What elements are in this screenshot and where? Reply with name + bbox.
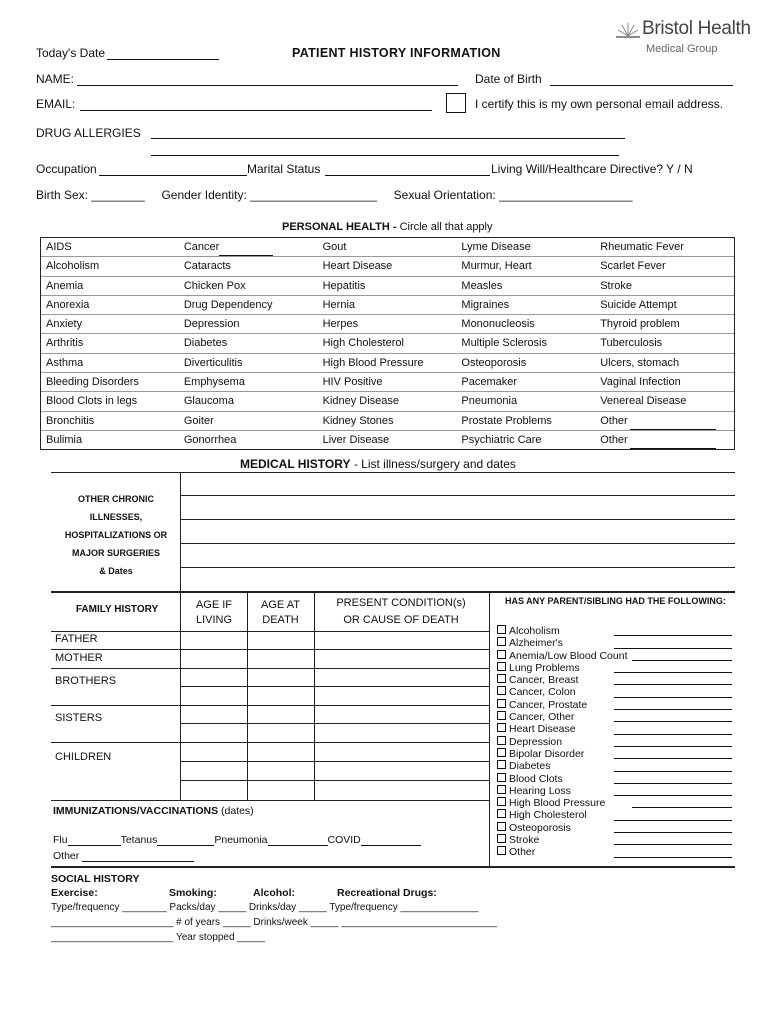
personal-health-condition[interactable] xyxy=(318,238,457,256)
parent-sibling-item xyxy=(497,711,737,723)
condition-label: Diverticulitis xyxy=(183,356,243,369)
cancer-type-field[interactable] xyxy=(219,243,273,256)
checkbox-icon[interactable] xyxy=(497,625,506,634)
condition-label: Anemia xyxy=(46,279,84,292)
other-condition-field[interactable] xyxy=(630,417,716,430)
medical-history-title: MEDICAL HISTORY xyxy=(240,457,351,471)
personal-health-condition[interactable] xyxy=(179,392,318,410)
personal-health-condition[interactable] xyxy=(318,315,457,333)
condition-label: Gout xyxy=(322,241,347,253)
parent-sibling-item xyxy=(497,822,737,834)
social-history-line-3[interactable]: ______________________ Year stopped _____ xyxy=(51,932,266,943)
condition-label: Murmur, Heart xyxy=(461,260,532,273)
certify-label: I certify this is my own personal email address. xyxy=(475,97,724,111)
family-member-mother: MOTHER xyxy=(55,652,103,664)
alcohol-label: Alcohol: xyxy=(253,887,295,899)
condition-label: Anxiety xyxy=(46,318,83,331)
parent-sibling-field[interactable] xyxy=(614,832,732,833)
condition-label: Blood Clots in legs xyxy=(46,395,138,408)
parent-sibling-item xyxy=(497,625,737,637)
condition-label: Asthma xyxy=(46,356,84,369)
logo-sub: Medical Group xyxy=(646,43,718,55)
immunizations-row xyxy=(53,834,421,846)
name-label: NAME: xyxy=(36,72,75,86)
personal-health-condition[interactable] xyxy=(41,277,179,295)
personal-health-row xyxy=(41,257,734,276)
medical-history-line[interactable] xyxy=(180,567,735,568)
parent-sibling-label: Other xyxy=(509,846,536,859)
condition-label: Pacemaker xyxy=(461,376,518,389)
tetanus-label: Tetanus xyxy=(120,834,158,846)
checkbox-icon[interactable] xyxy=(497,711,506,720)
personal-health-condition[interactable] xyxy=(595,392,734,410)
personal-health-condition[interactable] xyxy=(179,315,318,333)
checkbox-icon[interactable] xyxy=(497,686,506,695)
personal-health-title: PERSONAL HEALTH - xyxy=(282,221,397,233)
checkbox-icon[interactable] xyxy=(497,662,506,671)
living-will-label: Living Will/Healthcare Directive? Y / N xyxy=(491,162,693,176)
covid-field[interactable] xyxy=(361,845,421,846)
parent-sibling-field[interactable] xyxy=(614,758,732,759)
medical-history-line[interactable] xyxy=(180,519,735,520)
other-vaccine-label: Other xyxy=(53,850,80,862)
personal-health-row xyxy=(41,412,734,431)
marital-status-label: Marital Status xyxy=(247,162,321,176)
parent-sibling-field[interactable] xyxy=(614,783,732,784)
parent-sibling-label: Heart Disease xyxy=(509,723,576,736)
parent-sibling-field[interactable] xyxy=(614,697,732,698)
parent-sibling-field[interactable] xyxy=(614,734,732,735)
condition-label: Thyroid problem xyxy=(600,318,680,331)
occupation-label: Occupation xyxy=(36,162,97,176)
parent-sibling-field[interactable] xyxy=(614,648,732,649)
social-history-line-1[interactable]: Type/frequency ________ Packs/day _____ Drinks/day _____ Type/frequency ______________ xyxy=(51,902,479,913)
condition-label: Vaginal Infection xyxy=(600,376,681,389)
dob-label: Date of Birth xyxy=(475,72,542,86)
condition-label: Glaucoma xyxy=(183,395,234,408)
condition-label: Lyme Disease xyxy=(461,241,531,253)
personal-health-table xyxy=(40,237,735,450)
personal-health-condition[interactable] xyxy=(179,238,318,256)
parent-sibling-item xyxy=(497,834,737,846)
personal-health-condition[interactable] xyxy=(595,238,734,256)
condition-label: Prostate Problems xyxy=(461,414,552,427)
personal-health-condition[interactable] xyxy=(595,296,734,314)
condition-label: Cancer xyxy=(183,241,220,253)
condition-label: Gonorrhea xyxy=(183,433,237,446)
condition-label: Drug Dependency xyxy=(183,298,273,311)
flu-label: Flu xyxy=(53,834,68,846)
personal-health-condition[interactable] xyxy=(318,257,457,275)
condition-label: Emphysema xyxy=(183,376,245,389)
personal-health-condition[interactable] xyxy=(595,277,734,295)
medical-history-line[interactable] xyxy=(180,495,735,496)
parent-sibling-field[interactable] xyxy=(614,684,732,685)
parent-sibling-item xyxy=(497,736,737,748)
medical-history-line[interactable] xyxy=(180,543,735,544)
email-label: EMAIL: xyxy=(36,97,76,111)
condition-label: Hernia xyxy=(322,298,356,311)
medical-history-heading xyxy=(240,457,516,471)
personal-health-condition[interactable] xyxy=(318,277,457,295)
condition-label: Cataracts xyxy=(183,260,231,273)
pneumonia-field[interactable] xyxy=(268,845,328,846)
name-field[interactable] xyxy=(77,85,458,86)
sexual-orientation-field[interactable]: ____________________ xyxy=(499,188,633,202)
personal-health-condition[interactable] xyxy=(318,354,457,372)
personal-health-heading xyxy=(282,221,493,233)
family-member-father: FATHER xyxy=(55,633,98,645)
condition-label: Alcoholism xyxy=(46,260,100,273)
demographics-row xyxy=(36,188,633,202)
parent-sibling-label: Depression xyxy=(509,735,563,748)
parent-sibling-item xyxy=(497,699,737,711)
condition-label: Tuberculosis xyxy=(600,337,663,350)
personal-health-condition[interactable] xyxy=(595,315,734,333)
condition-label: Heart Disease xyxy=(322,260,393,273)
personal-health-condition[interactable] xyxy=(41,315,179,333)
smoking-label: Smoking: xyxy=(169,887,217,899)
condition-label: Suicide Attempt xyxy=(600,298,677,311)
personal-health-condition[interactable] xyxy=(179,257,318,275)
medical-history-side-label: OTHER CHRONIC ILLNESSES, HOSPITALIZATIONS OR MAJOR SURGERIES & Dates xyxy=(64,494,168,576)
parent-sibling-label: High Blood Pressure xyxy=(509,797,606,810)
condition-label: Stroke xyxy=(600,279,632,292)
gender-identity-label: Gender Identity: xyxy=(161,188,247,202)
flu-field[interactable] xyxy=(68,845,121,846)
parent-sibling-field[interactable] xyxy=(614,672,732,673)
parent-sibling-label: Anemia/Low Blood Count xyxy=(509,649,628,662)
personal-health-condition[interactable] xyxy=(41,354,179,372)
personal-health-condition[interactable] xyxy=(456,392,595,410)
col-age-living: AGE IF LIVING xyxy=(195,599,233,626)
parent-sibling-label: Cancer, Prostate xyxy=(509,698,588,711)
checkbox-icon[interactable] xyxy=(497,637,506,646)
family-member-brothers: BROTHERS xyxy=(55,675,117,687)
parent-sibling-label: Cancer, Other xyxy=(509,711,575,724)
condition-label: Mononucleosis xyxy=(461,318,535,331)
personal-health-condition[interactable] xyxy=(595,354,734,372)
personal-health-condition[interactable] xyxy=(456,277,595,295)
marital-status-field[interactable] xyxy=(325,175,490,176)
condition-label: Kidney Disease xyxy=(322,395,400,408)
condition-label: Multiple Sclerosis xyxy=(461,337,547,350)
parent-sibling-item xyxy=(497,760,737,772)
personal-health-row xyxy=(41,392,734,411)
parent-sibling-field[interactable] xyxy=(614,771,732,772)
checkbox-icon[interactable] xyxy=(497,736,506,745)
personal-health-row xyxy=(41,315,734,334)
birth-sex-label: Birth Sex: xyxy=(36,188,89,202)
condition-label: Bronchitis xyxy=(46,414,95,427)
condition-label: Liver Disease xyxy=(322,433,390,446)
personal-health-row xyxy=(41,373,734,392)
covid-label: COVID xyxy=(327,834,361,846)
parent-sibling-item xyxy=(497,748,737,760)
immunizations-heading xyxy=(53,805,254,817)
certify-checkbox[interactable] xyxy=(446,93,466,113)
parent-sibling-label: Alzheimer's xyxy=(509,637,563,650)
parent-sibling-field[interactable] xyxy=(614,709,732,710)
condition-label: Chicken Pox xyxy=(183,279,246,292)
condition-label: Hepatitis xyxy=(322,279,366,292)
personal-health-condition[interactable] xyxy=(41,392,179,410)
personal-health-condition[interactable] xyxy=(41,257,179,275)
parent-sibling-field[interactable] xyxy=(632,807,732,808)
parent-sibling-item xyxy=(497,723,737,735)
personal-health-condition[interactable] xyxy=(456,296,595,314)
personal-health-row xyxy=(41,431,734,449)
checkbox-icon[interactable] xyxy=(497,650,506,659)
checkbox-icon[interactable] xyxy=(497,748,506,757)
exercise-label: Exercise: xyxy=(51,887,98,899)
personal-health-condition[interactable] xyxy=(179,334,318,352)
condition-label: Venereal Disease xyxy=(600,395,687,408)
occupation-field[interactable] xyxy=(99,175,247,176)
parent-sibling-item xyxy=(497,662,737,674)
parent-sibling-label: Bipolar Disorder xyxy=(509,747,585,760)
other-vaccine-field[interactable] xyxy=(82,861,194,862)
parent-sibling-label: Cancer, Breast xyxy=(509,674,579,687)
condition-label: Anorexia xyxy=(46,298,90,311)
personal-health-condition[interactable] xyxy=(318,334,457,352)
parent-sibling-item xyxy=(497,785,737,797)
personal-health-condition[interactable] xyxy=(595,431,734,449)
personal-health-condition[interactable] xyxy=(456,373,595,391)
personal-health-condition[interactable] xyxy=(41,238,179,256)
condition-label: Pneumonia xyxy=(461,395,518,408)
parent-sibling-label: Diabetes xyxy=(509,760,551,773)
family-member-children: CHILDREN xyxy=(55,751,112,763)
checkbox-icon[interactable] xyxy=(497,809,506,818)
parent-sibling-label: Stroke xyxy=(509,834,540,847)
email-field[interactable] xyxy=(80,110,432,111)
condition-label: High Blood Pressure xyxy=(322,356,424,369)
parent-sibling-field[interactable] xyxy=(614,635,732,636)
parent-sibling-item xyxy=(497,773,737,785)
parent-sibling-item xyxy=(497,674,737,686)
personal-health-condition[interactable] xyxy=(41,334,179,352)
personal-health-condition[interactable] xyxy=(318,431,457,449)
condition-label: Herpes xyxy=(322,318,359,331)
personal-health-condition[interactable] xyxy=(456,431,595,449)
parent-sibling-item xyxy=(497,809,737,821)
condition-label: Ulcers, stomach xyxy=(600,356,680,369)
drug-allergies-label: DRUG ALLERGIES xyxy=(36,126,141,140)
personal-health-condition[interactable] xyxy=(595,373,734,391)
checkbox-icon[interactable] xyxy=(497,797,506,806)
condition-label: Kidney Stones xyxy=(322,414,394,427)
condition-label: Osteoporosis xyxy=(461,356,527,369)
page-title: PATIENT HISTORY INFORMATION xyxy=(292,46,501,60)
condition-label: Other xyxy=(600,414,628,427)
personal-health-condition[interactable] xyxy=(318,392,457,410)
parent-sibling-label: Osteoporosis xyxy=(509,821,571,834)
personal-health-row xyxy=(41,354,734,373)
family-history-title: FAMILY HISTORY xyxy=(75,604,159,615)
personal-health-condition[interactable] xyxy=(456,334,595,352)
checkbox-icon[interactable] xyxy=(497,723,506,732)
immunizations-dates: (dates) xyxy=(221,805,254,817)
checkbox-icon[interactable] xyxy=(497,822,506,831)
personal-health-row xyxy=(41,334,734,353)
social-history-line-2[interactable]: ______________________ # of years _____ Drinks/week _____ ____________________________ xyxy=(51,917,497,928)
checkbox-icon[interactable] xyxy=(497,846,506,855)
parent-sibling-field[interactable] xyxy=(614,820,732,821)
parent-sibling-label: Alcoholism xyxy=(509,625,560,637)
col-age-death: AGE AT DEATH xyxy=(261,599,300,626)
personal-health-condition[interactable] xyxy=(179,412,318,430)
sexual-orientation-label: Sexual Orientation: xyxy=(393,188,496,202)
todays-date-field[interactable] xyxy=(107,59,219,60)
checkbox-icon[interactable] xyxy=(497,760,506,769)
parent-sibling-field[interactable] xyxy=(614,857,732,858)
parent-sibling-field[interactable] xyxy=(614,795,732,796)
checkbox-icon[interactable] xyxy=(497,785,506,794)
checkbox-icon[interactable] xyxy=(497,699,506,708)
drug-allergies-field-2[interactable] xyxy=(151,155,619,156)
personal-health-condition[interactable] xyxy=(179,277,318,295)
personal-health-condition[interactable] xyxy=(318,373,457,391)
parent-sibling-label: Lung Problems xyxy=(509,661,580,674)
condition-label: Diabetes xyxy=(183,337,228,350)
condition-label: Scarlet Fever xyxy=(600,260,666,273)
checkbox-icon[interactable] xyxy=(497,674,506,683)
parent-sibling-label: Blood Clots xyxy=(509,772,563,785)
personal-health-condition[interactable] xyxy=(41,296,179,314)
logo-name: Bristol Health xyxy=(642,18,751,39)
parent-sibling-item xyxy=(497,650,737,662)
parent-sibling-title: HAS ANY PARENT/SIBLING HAD THE FOLLOWING: xyxy=(505,596,726,606)
parent-sibling-item xyxy=(497,686,737,698)
recreational-drugs-label: Recreational Drugs: xyxy=(337,887,437,899)
social-history-title: SOCIAL HISTORY xyxy=(51,873,140,885)
personal-health-condition[interactable] xyxy=(179,354,318,372)
parent-sibling-field[interactable] xyxy=(614,721,732,722)
personal-health-row xyxy=(41,277,734,296)
condition-label: Other xyxy=(600,433,628,446)
parent-sibling-item xyxy=(497,846,737,858)
dob-field[interactable] xyxy=(550,85,733,86)
condition-label: Bleeding Disorders xyxy=(46,376,139,389)
condition-label: Measles xyxy=(461,279,503,292)
personal-health-condition[interactable] xyxy=(41,412,179,430)
immunizations-title: IMMUNIZATIONS/VACCINATIONS xyxy=(53,805,219,817)
personal-health-condition[interactable] xyxy=(318,296,457,314)
condition-label: Bulimia xyxy=(46,433,83,446)
personal-health-row xyxy=(41,296,734,315)
parent-sibling-label: Hearing Loss xyxy=(509,784,571,797)
personal-health-condition[interactable] xyxy=(179,431,318,449)
condition-label: Goiter xyxy=(183,414,214,427)
condition-label: Psychiatric Care xyxy=(461,433,542,446)
personal-health-condition[interactable] xyxy=(456,315,595,333)
condition-label: Arthritis xyxy=(46,337,84,350)
personal-health-condition[interactable] xyxy=(318,412,457,430)
logo xyxy=(616,18,756,60)
parent-sibling-list xyxy=(497,625,737,859)
parent-sibling-label: High Cholesterol xyxy=(509,809,587,822)
parent-sibling-field[interactable] xyxy=(614,746,732,747)
personal-health-condition[interactable] xyxy=(179,373,318,391)
immunizations-other-row xyxy=(53,850,194,862)
birth-sex-field[interactable]: ________ xyxy=(91,188,145,202)
parent-sibling-item xyxy=(497,637,737,649)
personal-health-condition[interactable] xyxy=(456,257,595,275)
parent-sibling-item xyxy=(497,797,737,809)
condition-label: Depression xyxy=(183,318,240,331)
personal-health-condition[interactable] xyxy=(456,238,595,256)
pneumonia-label: Pneumonia xyxy=(214,834,268,846)
condition-label: High Cholesterol xyxy=(322,337,404,350)
personal-health-condition[interactable] xyxy=(456,412,595,430)
personal-health-condition[interactable] xyxy=(595,412,734,430)
personal-health-condition[interactable] xyxy=(595,334,734,352)
condition-label: AIDS xyxy=(46,241,72,253)
condition-label: HIV Positive xyxy=(322,376,383,389)
gender-identity-field[interactable]: ___________________ xyxy=(250,188,377,202)
personal-health-row xyxy=(41,238,734,257)
personal-health-condition[interactable] xyxy=(595,257,734,275)
checkbox-icon[interactable] xyxy=(497,773,506,782)
sunrise-logo-icon xyxy=(616,20,640,38)
personal-health-condition[interactable] xyxy=(41,431,179,449)
parent-sibling-field[interactable] xyxy=(632,660,732,661)
other-condition-field[interactable] xyxy=(630,436,716,449)
personal-health-subtitle: Circle all that apply xyxy=(399,221,493,233)
tetanus-field[interactable] xyxy=(157,845,214,846)
personal-health-condition[interactable] xyxy=(41,373,179,391)
drug-allergies-field[interactable] xyxy=(151,138,625,139)
personal-health-condition[interactable] xyxy=(456,354,595,372)
condition-label: Rheumatic Fever xyxy=(600,241,684,253)
parent-sibling-label: Cancer, Colon xyxy=(509,686,576,699)
personal-health-condition[interactable] xyxy=(179,296,318,314)
todays-date-label: Today's Date xyxy=(36,46,105,60)
condition-label: Migraines xyxy=(461,298,510,311)
checkbox-icon[interactable] xyxy=(497,834,506,843)
parent-sibling-field[interactable] xyxy=(614,844,732,845)
col-condition: PRESENT CONDITION(s) OR CAUSE OF DEATH xyxy=(336,597,466,626)
medical-history-subtitle: - List illness/surgery and dates xyxy=(353,457,516,471)
family-member-sisters: SISTERS xyxy=(55,712,103,724)
